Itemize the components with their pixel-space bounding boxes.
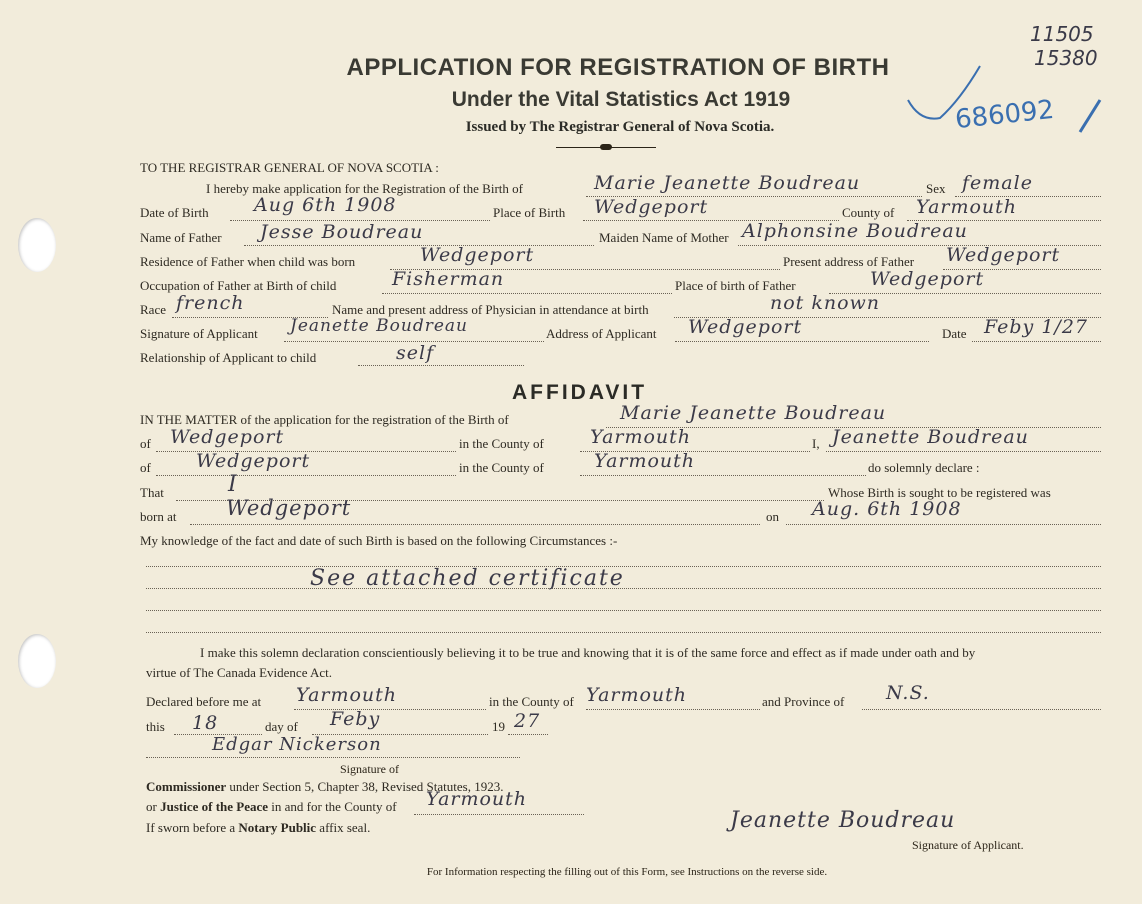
- field-line: [508, 734, 548, 735]
- justice-text: in and for the County of: [271, 799, 397, 814]
- pob-label: Place of Birth: [493, 205, 566, 220]
- present-address-value: Wedgeport: [946, 244, 1061, 266]
- intro-label: I hereby make application for the Registration of the Birth of: [206, 181, 523, 196]
- field-line: [972, 341, 1101, 342]
- month-value: Feby: [330, 708, 381, 730]
- justice-label: Justice of the Peace: [160, 799, 269, 814]
- declared-label: Declared before me at: [146, 694, 262, 709]
- field-line: [414, 814, 584, 815]
- commissioner-label: Commissioner: [146, 779, 227, 794]
- form-issuer: Issued by The Registrar General of Nova Scotia.: [465, 119, 775, 135]
- father-pob-label: Place of birth of Father: [675, 278, 796, 293]
- matter-name: Marie Jeanette Boudreau: [620, 402, 887, 424]
- justice-county-value: Yarmouth: [426, 788, 528, 810]
- field-line: [586, 709, 760, 710]
- notary-post: affix seal.: [319, 820, 371, 835]
- address-label: Address of Applicant: [546, 326, 657, 341]
- on-label: on: [766, 509, 779, 524]
- notary-line: [146, 820, 370, 836]
- address-value: Wedgeport: [688, 316, 803, 338]
- field-line: [294, 709, 486, 710]
- county-value: Yarmouth: [594, 450, 696, 472]
- residence-label: Residence of Father when child was born: [140, 254, 356, 269]
- day-value: 18: [192, 712, 219, 734]
- present-address-label: Present address of Father: [783, 254, 915, 269]
- occupation-label: Occupation of Father at Birth of child: [140, 278, 337, 293]
- declaration-text: virtue of The Canada Evidence Act.: [146, 665, 333, 680]
- relationship-value: self: [396, 342, 435, 364]
- field-line: [146, 757, 520, 758]
- province-label: and Province of: [762, 694, 845, 709]
- i-label: I,: [812, 436, 820, 451]
- county-label: County of: [842, 205, 895, 220]
- county-label: in the County of: [489, 694, 574, 709]
- race-label: Race: [140, 302, 166, 317]
- field-line: [190, 524, 760, 525]
- field-line: [156, 475, 456, 476]
- or-label: or: [146, 799, 157, 814]
- field-line: [146, 632, 1101, 633]
- of-value: Wedgeport: [196, 450, 311, 472]
- matter-label: IN THE MATTER of the application for the registration of the Birth of: [140, 412, 509, 427]
- that-label: That: [140, 485, 164, 500]
- registration-stamp: 686092: [953, 94, 1056, 136]
- applicant-signature-label: Signature of Applicant.: [912, 838, 1024, 852]
- form-title: APPLICATION FOR REGISTRATION OF BIRTH: [346, 54, 890, 81]
- commissioner-text: under Section 5, Chapter 38, Revised Statutes, 1923.: [229, 779, 504, 794]
- knowledge-label: My knowledge of the fact and date of such Birth is based on the following Circumstances :-: [140, 533, 618, 548]
- of-label: of: [140, 436, 151, 451]
- dob-label: Date of Birth: [140, 205, 209, 220]
- sex-label: Sex: [926, 181, 946, 196]
- form-subtitle: Under the Vital Statistics Act 1919: [451, 88, 791, 111]
- mother-label: Maiden Name of Mother: [599, 230, 729, 245]
- justice-line: [146, 799, 397, 815]
- county-value: Yarmouth: [590, 426, 692, 448]
- sex-value: female: [962, 172, 1033, 194]
- father-label: Name of Father: [140, 230, 222, 245]
- date-value: Feby 1/27: [984, 316, 1088, 338]
- whose-label: Whose Birth is sought to be registered was: [828, 485, 1051, 500]
- declare-label: do solemnly declare :: [868, 460, 980, 475]
- field-line: [786, 524, 1101, 525]
- father-value: Jesse Boudreau: [260, 221, 424, 243]
- born-label: born at: [140, 509, 177, 524]
- that-value: I: [228, 472, 238, 497]
- signature-label: Signature of Applicant: [140, 326, 258, 341]
- declaration-text: I make this solemn declaration conscientiously believing it to be true and knowing that it is of the same force and effect as if made under oath and by: [200, 645, 976, 660]
- affidavit-heading: AFFIDAVIT: [512, 381, 648, 404]
- county-label: in the County of: [459, 436, 544, 451]
- registrar-address: TO THE REGISTRAR GENERAL OF NOVA SCOTIA :: [140, 160, 439, 175]
- field-line: [382, 293, 672, 294]
- occupation-value: Fisherman: [392, 268, 505, 290]
- physician-value: not known: [770, 292, 881, 314]
- born-at-value: Wedgeport: [226, 496, 352, 520]
- mother-value: Alphonsine Boudreau: [742, 220, 968, 242]
- year-value: 27: [514, 710, 541, 732]
- applicant-signature: Jeanette Boudreau: [290, 316, 468, 336]
- county-label: in the County of: [459, 460, 544, 475]
- notary-label: Notary Public: [238, 820, 317, 835]
- header-ornament: [600, 144, 612, 150]
- declared-at-value: Yarmouth: [296, 684, 398, 706]
- signature-of-label: Signature of: [340, 762, 399, 776]
- relationship-label: Relationship of Applicant to child: [140, 350, 317, 365]
- punch-hole: [18, 634, 56, 688]
- field-line: [146, 610, 1101, 611]
- footer-note: For Information respecting the filling out of this Form, see Instructions on the reverse side.: [426, 866, 828, 878]
- field-line: [580, 475, 866, 476]
- declarant-name: Jeanette Boudreau: [832, 426, 1029, 448]
- child-name: Marie Jeanette Boudreau: [594, 172, 861, 194]
- date-label: Date: [942, 326, 967, 341]
- commissioner-signature: Edgar Nickerson: [212, 734, 382, 755]
- this-label: this: [146, 719, 165, 734]
- father-pob-value: Wedgeport: [870, 268, 985, 290]
- of-label: of: [140, 460, 151, 475]
- physician-label: Name and present address of Physician in attendance at birth: [332, 302, 649, 317]
- province-value: N.S.: [886, 682, 930, 704]
- residence-value: Wedgeport: [420, 244, 535, 266]
- corner-number: 11505: [1030, 22, 1094, 46]
- notary-pre: If sworn before a: [146, 820, 236, 835]
- applicant-signature: Jeanette Boudreau: [730, 808, 956, 833]
- of-value: Wedgeport: [170, 426, 285, 448]
- day-of-label: day of: [265, 719, 298, 734]
- year-prefix: 19: [492, 719, 505, 734]
- punch-hole: [18, 218, 56, 272]
- corner-number: 15380: [1034, 46, 1098, 70]
- field-line: [358, 365, 524, 366]
- field-line: [244, 245, 594, 246]
- field-line: [675, 341, 929, 342]
- race-value: french: [176, 292, 245, 314]
- field-line: [826, 451, 1101, 452]
- field-line: [862, 709, 1101, 710]
- dob-value: Aug 6th 1908: [254, 194, 397, 216]
- declared-county-value: Yarmouth: [586, 684, 688, 706]
- pob-value: Wedgeport: [594, 196, 709, 218]
- county-value: Yarmouth: [916, 196, 1018, 218]
- born-on-value: Aug. 6th 1908: [812, 498, 962, 520]
- circumstance-value: See attached certificate: [310, 566, 625, 591]
